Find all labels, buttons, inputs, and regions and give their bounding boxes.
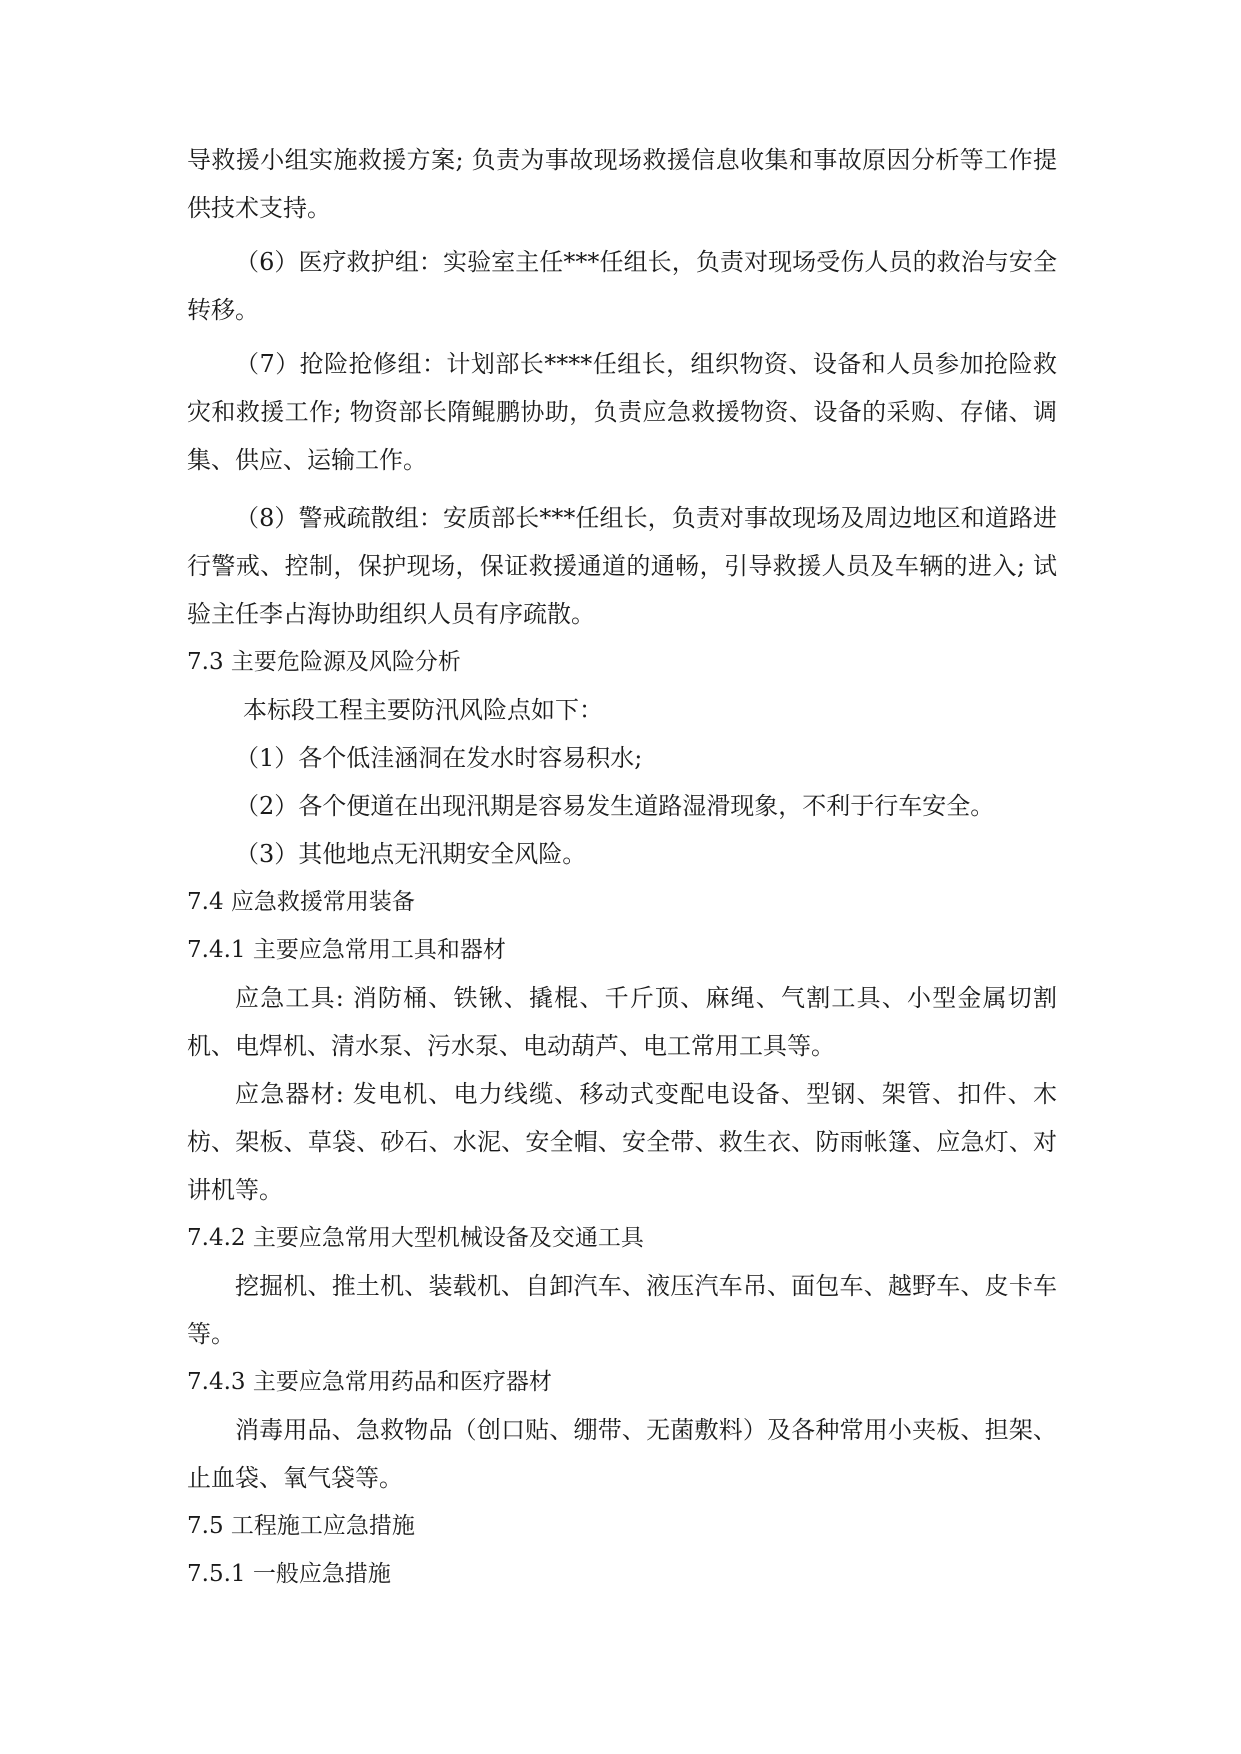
paragraph-medical-supplies: 消毒用品、急救物品（创口贴、绷带、无菌敷料）及各种常用小夹板、担架、止血袋、氧气袋等。 (187, 1416, 1057, 1492)
document-body (187, 136, 1057, 1598)
paragraph-risk-2: （2）各个便道在出现汛期是容易发生道路湿滑现象，不利于行车安全。 (235, 792, 995, 820)
paragraph-evacuation-team: （8）警戒疏散组：安质部长***任组长，负责对事故现场及周边地区和道路进行警戒、控制，保护现场，保证救援通道的通畅，引导救援人员及车辆的进入; 试验主任李占海协助组织人员有序疏散。 (187, 504, 1057, 628)
section-heading-7-4-1: 7.4.1 主要应急常用工具和器材 (187, 937, 506, 963)
paragraph-machinery: 挖掘机、推土机、装载机、自卸汽车、液压汽车吊、面包车、越野车、皮卡车等。 (187, 1272, 1057, 1348)
section-heading-7-5-1: 7.5.1 一般应急措施 (187, 1561, 391, 1587)
section-heading-7-3: 7.3 主要危险源及风险分析 (187, 649, 461, 675)
paragraph-rescue-guidance: 导救援小组实施救援方案; 负责为事故现场救援信息收集和事故原因分析等工作提供技术支持。 (187, 146, 1057, 222)
section-heading-7-4-2: 7.4.2 主要应急常用大型机械设备及交通工具 (187, 1225, 644, 1251)
paragraph-emergency-materials: 应急器材: 发电机、电力线缆、移动式变配电设备、型钢、架管、扣件、木枋、架板、草袋、砂石、水泥、安全帽、安全带、救生衣、防雨帐篷、应急灯、对讲机等。 (187, 1080, 1057, 1204)
paragraph-emergency-tools: 应急工具: 消防桶、铁锹、撬棍、千斤顶、麻绳、气割工具、小型金属切割机、电焊机、清水泵、污水泵、电动葫芦、电工常用工具等。 (187, 984, 1057, 1060)
section-heading-7-4: 7.4 应急救援常用装备 (187, 889, 415, 915)
section-heading-7-4-3: 7.4.3 主要应急常用药品和医疗器材 (187, 1369, 552, 1395)
paragraph-risk-3: （3）其他地点无汛期安全风险。 (235, 840, 587, 868)
paragraph-risk-intro: 本标段工程主要防汛风险点如下： (243, 696, 603, 724)
paragraph-medical-team: （6）医疗救护组：实验室主任***任组长，负责对现场受伤人员的救治与安全转移。 (187, 248, 1057, 324)
paragraph-risk-1: （1）各个低洼涵洞在发水时容易积水; (235, 744, 643, 772)
paragraph-repair-team: （7）抢险抢修组：计划部长****任组长，组织物资、设备和人员参加抢险救灾和救援工作; 物资部长隋鲲鹏协助，负责应急救援物资、设备的采购、存储、调集、供应、运输工作。 (187, 350, 1057, 474)
section-heading-7-5: 7.5 工程施工应急措施 (187, 1513, 415, 1539)
